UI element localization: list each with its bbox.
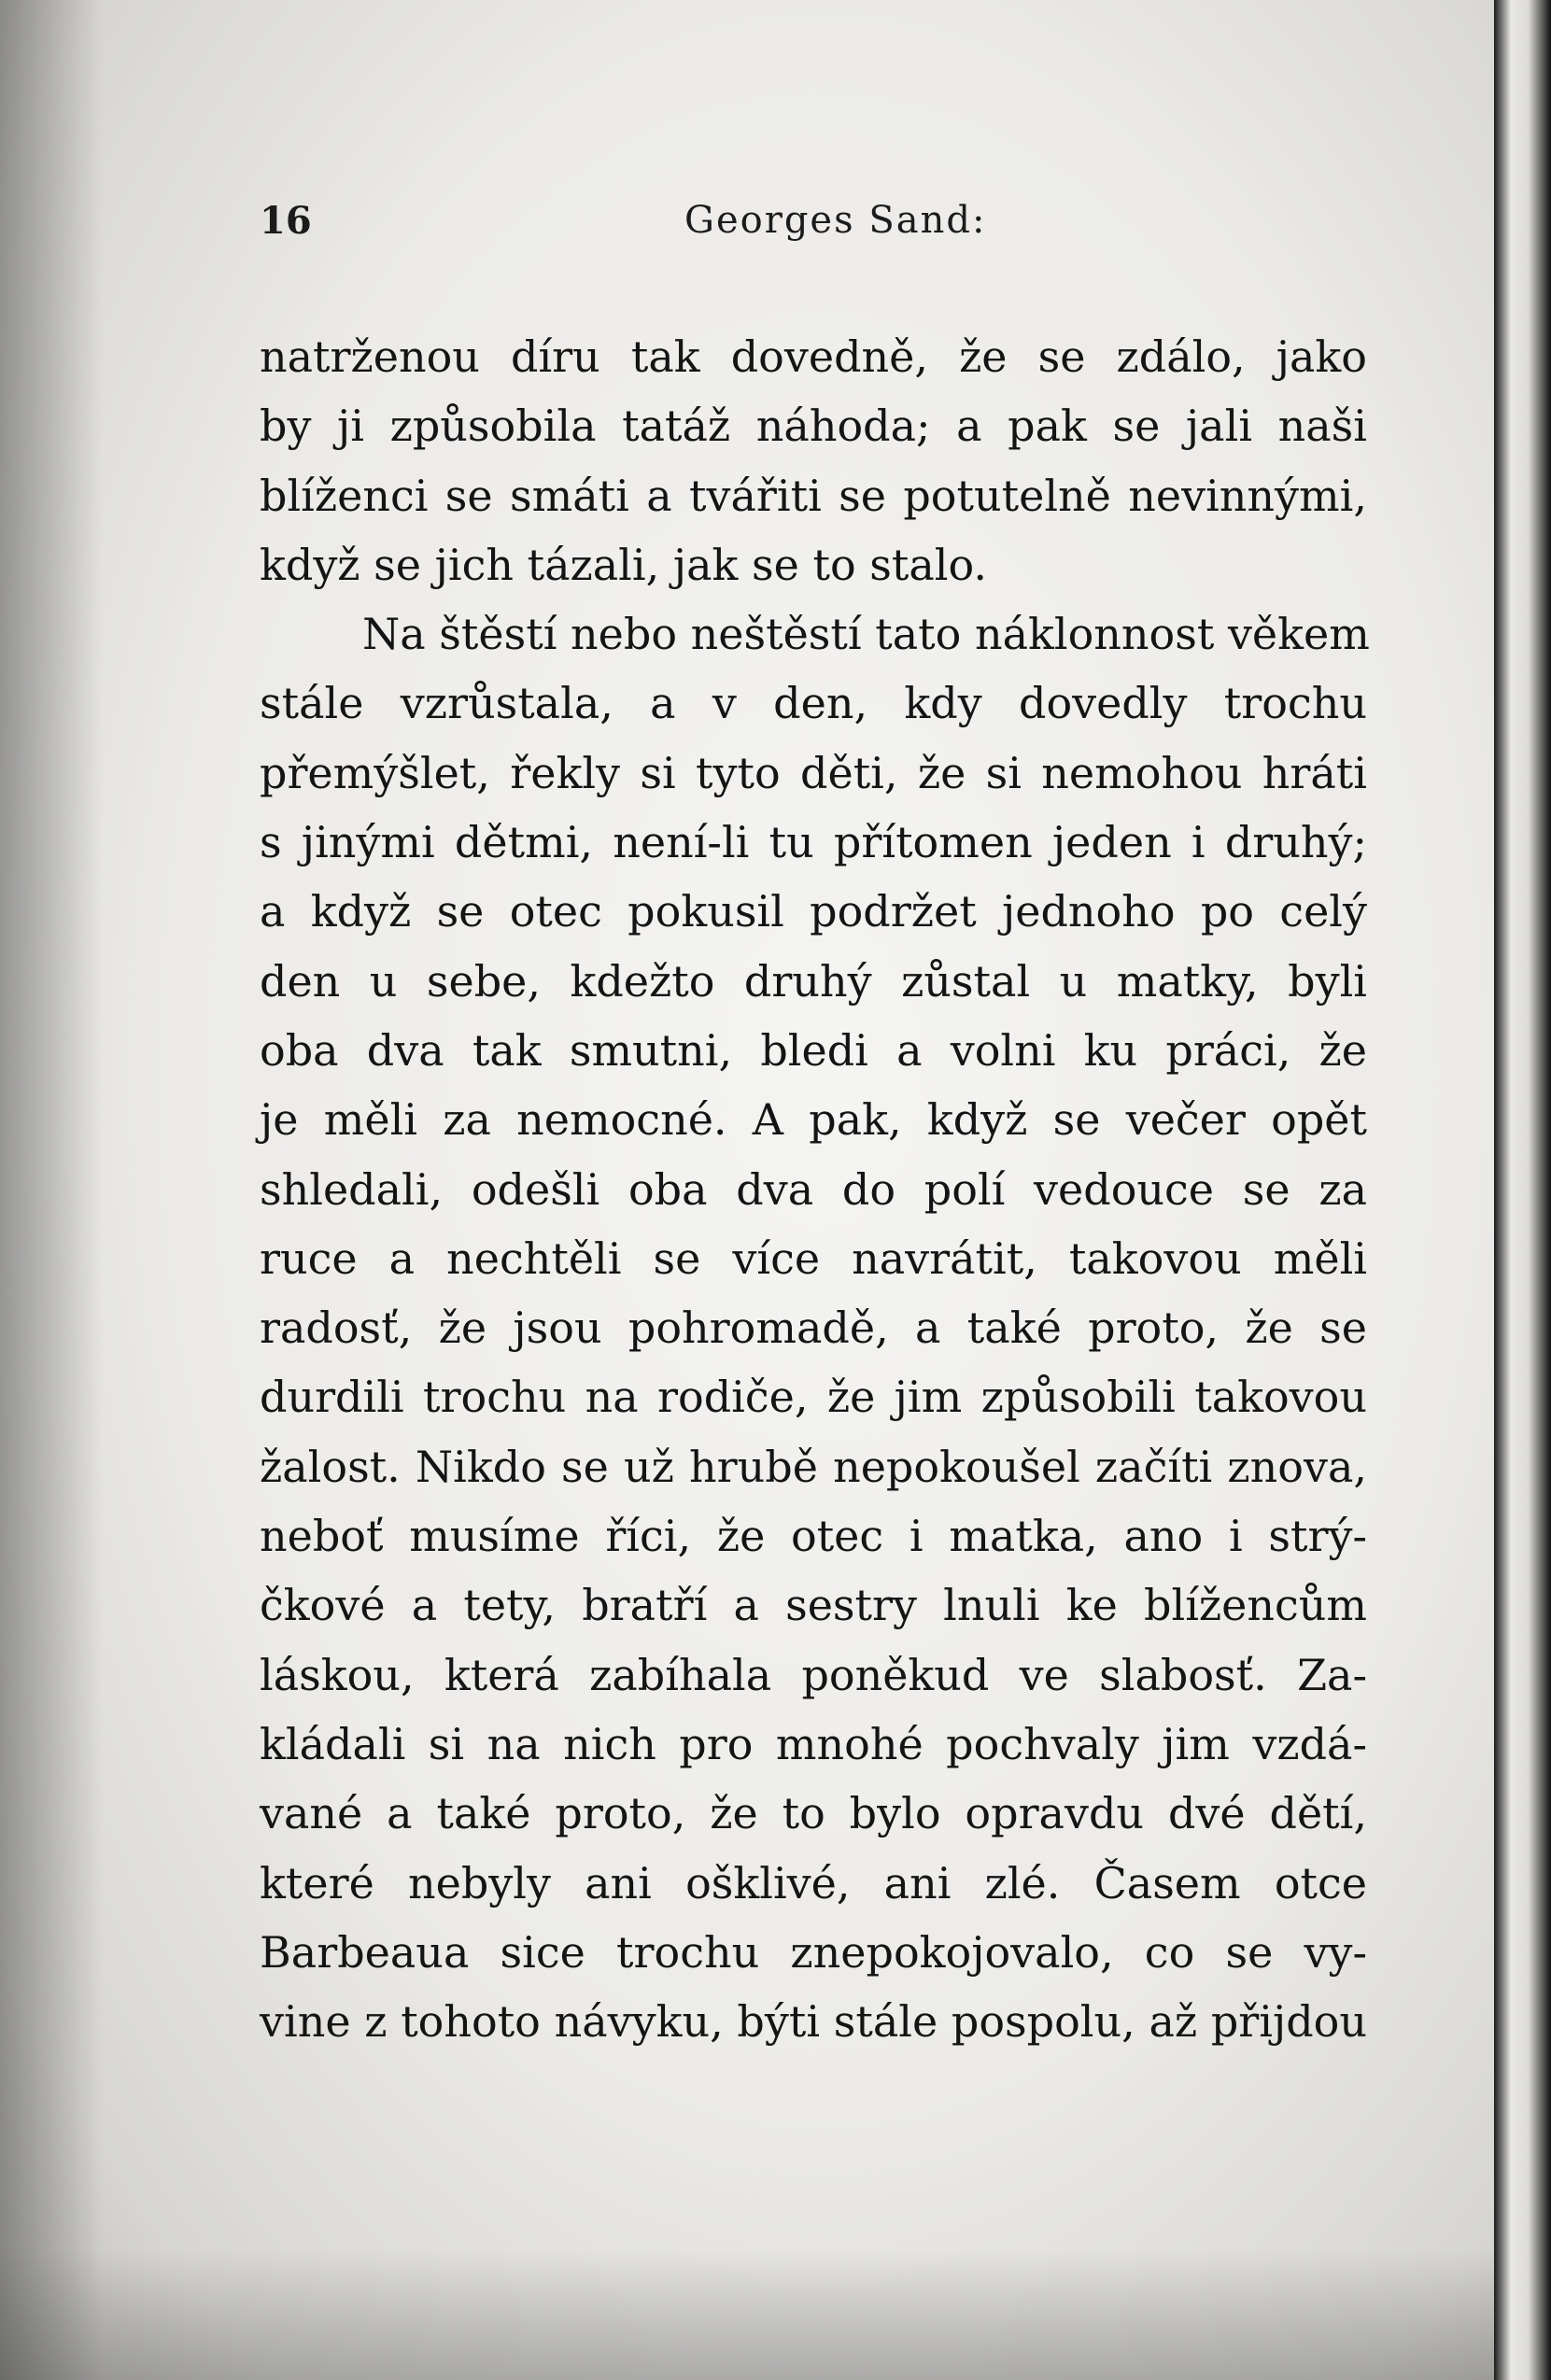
text-line: natrženou díru tak dovedně, že se zdálo, jako [260,331,1367,382]
text-line: by ji způsobila tatáž náhoda; a pak se jali naši [260,401,1367,452]
text-line: shledali, odešli oba dva do polí vedouce se za [260,1163,1367,1215]
text-line: oba dva tak smutni, bledi a volni ku práci, že [260,1024,1367,1076]
text-line: den u sebe, kdežto druhý zůstal u matky, byli [260,955,1367,1007]
text-line: radosť, že jsou pohromadě, a také proto, že se [260,1303,1367,1354]
text-line: Barbeaua sice trochu znepokojovalo, co se vy- [260,1926,1367,1978]
running-head [260,199,1367,255]
text-line: žalost. Nikdo se už hrubě nepokoušel začíti znova, [260,1441,1367,1492]
body-text [260,322,1370,2056]
running-title: Georges Sand: [684,199,987,242]
text-line: s jinými dětmi, není-li tu přítomen jeden i druhý; [260,817,1367,868]
text-line: vine z tohoto návyku, býti stále pospolu, až přijdou [260,1996,1367,2048]
text-line: neboť musíme říci, že otec i matka, ano i strý- [260,1511,1367,1562]
text-line: kládali si na nich pro mnohé pochvaly jim vzdá- [260,1718,1367,1769]
page-number: 16 [260,199,312,243]
text-line: vané a také proto, že to bylo opravdu dvé dětí, [260,1788,1367,1839]
text-line: když se jich tázali, jak se to stalo. [260,539,988,590]
text-line: a když se otec pokusil podržet jednoho po celý [260,886,1367,937]
text-line: blíženci se smáti a tvářiti se potutelně nevinnými, [260,470,1367,521]
text-line: je měli za nemocné. A pak, když se večer opět [260,1094,1367,1146]
text-line: čkové a tety, bratří a sestry lnuli ke blížencům [260,1580,1367,1631]
next-page-edge [1494,0,1551,2380]
paragraph-start-line: Na štěstí nebo neštěstí tato náklonnost věkem [362,609,1370,660]
text-line: přemýšlet, řekly si tyto děti, že si nemohou hráti [260,747,1367,798]
text-line: které nebyly ani ošklivé, ani zlé. Časem otce [260,1857,1367,1908]
text-line: stále vzrůstala, a v den, kdy dovedly trochu [260,678,1367,729]
text-line: ruce a nechtěli se více navrátit, takovou měli [260,1232,1367,1284]
text-line: durdili trochu na rodiče, že jim způsobili takovou [260,1372,1367,1423]
text-line: láskou, která zabíhala poněkud ve slabosť. Za- [260,1649,1367,1700]
